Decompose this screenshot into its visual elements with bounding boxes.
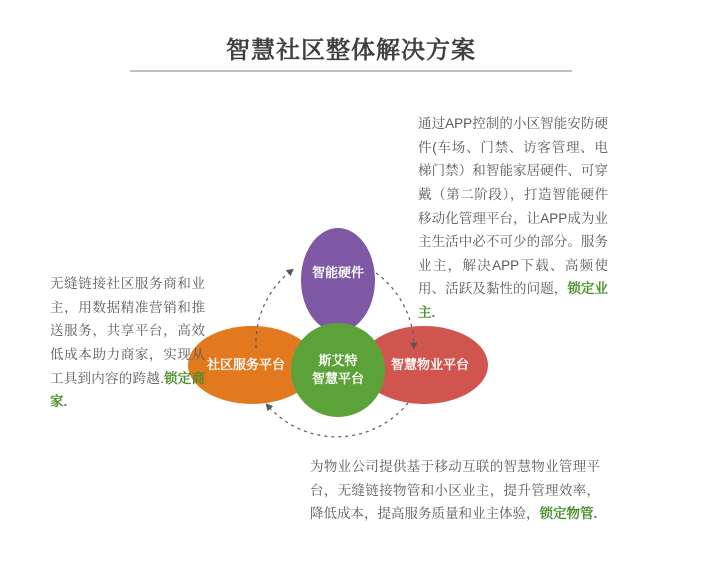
center-hub: [291, 323, 385, 417]
petal-smart-property-platform-label: 智慧物业平台: [390, 357, 469, 373]
center-hub-line1: 斯艾特: [318, 352, 358, 368]
title-divider: [130, 70, 572, 72]
note-smart-property: [310, 455, 600, 526]
page-title: 智慧社区整体解决方案: [226, 37, 476, 64]
note-community-service: [50, 272, 205, 414]
note-smart-hardware: [418, 112, 608, 325]
note-smart-property-text: 为物业公司提供基于移动互联的智慧物业管理平台，无缝链接物管和小区业主，提升管理效率，降低成本，提高服务质量和业主体验，: [310, 459, 600, 522]
center-hub-line2: 智慧平台: [311, 371, 364, 386]
note-community-service-highlight: 锁定商家.: [50, 370, 205, 410]
petal-community-service-platform-label: 社区服务平台: [206, 357, 285, 373]
note-community-service-text: 无缝链接社区服务商和业主，用数据精准营销和推送服务，共享平台，高效低成本助力商家，实现从工具到内容的跨越.: [50, 276, 205, 386]
note-smart-hardware-text: 通过APP控制的小区智能安防硬件(车场、门禁、访客管理、电梯门禁）和智能家居硬件、可穿戴（第二阶段），打造智能硬件移动化管理平台，让APP成为业主生活中必不可少的部分。服务业主，解决APP下载、高频使用、活跃及黏性的问题，: [418, 116, 608, 297]
petal-smart-hardware: [301, 228, 375, 332]
note-smart-hardware-highlight: 锁定业主.: [418, 281, 609, 320]
petal-smart-hardware-label: 智能硬件: [311, 265, 364, 281]
note-smart-property-highlight: 锁定物管.: [539, 506, 598, 522]
